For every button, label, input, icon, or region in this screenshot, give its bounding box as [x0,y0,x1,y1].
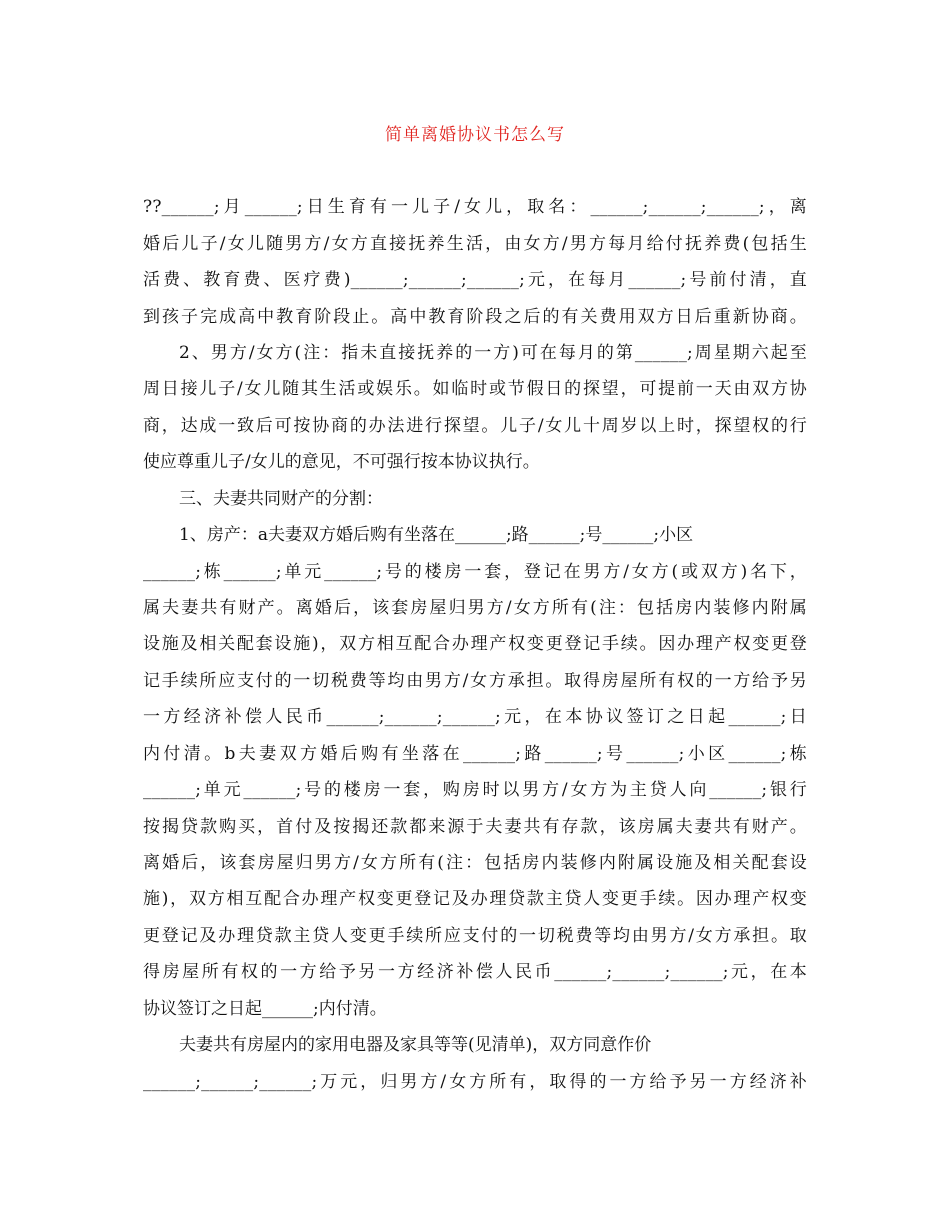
paragraph-line: 记手续所应支付的一切税费等均由男方/女方承担。取得房屋所有权的一方给予另 [143,671,807,691]
paragraph-line: 婚后儿子/女儿随男方/女方直接抚养生活，由女方/男方每月给付抚养费(包括生 [143,234,807,254]
section-heading: 三、夫妻共同财产的分割： [179,489,383,509]
paragraph-line: 内付清。b夫妻双方婚后购有坐落在______;路______;号______;小区______;栋 [143,744,807,764]
paragraph-line: 协议签订之日起______;内付清。 [143,999,387,1019]
paragraph-line: 属夫妻共有财产。离婚后，该套房屋归男方/女方所有(注：包括房内装修内附属 [143,598,807,618]
paragraph-line: 到孩子完成高中教育阶段止。高中教育阶段之后的有关费用双方日后重新协商。 [143,307,807,327]
paragraph-line: 离婚后，该套房屋归男方/女方所有(注：包括房内装修内附属设施及相关配套设 [143,853,807,873]
paragraph-line: 2、男方/女方(注：指未直接抚养的一方)可在每月的第______;周星期六起至 [179,343,807,363]
paragraph-line: ______;______;______;万元，归男方/女方所有，取得的一方给予另一方经济补 [143,1072,807,1092]
paragraph-line: 得房屋所有权的一方给予另一方经济补偿人民币______;______;______;元，在本 [143,962,807,982]
paragraph-line: ______;栋______;单元______;号的楼房一套，登记在男方/女方(或双方)名下， [143,562,807,582]
paragraph-line: 更登记及办理贷款主贷人变更手续所应支付的一切税费等均由男方/女方承担。取 [143,926,807,946]
paragraph-line: 夫妻共有房屋内的家用电器及家具等等(见清单)，双方同意作价 [179,1035,652,1055]
paragraph-line: 按揭贷款购买，首付及按揭还款都来源于夫妻共有存款，该房属夫妻共有财产。 [143,817,807,837]
paragraph-line: 一方经济补偿人民币______;______;______;元，在本协议签订之日起______;日 [143,707,807,727]
paragraph-line: ??______;月______;日生育有一儿子/女儿，取名：______;______;______;，离 [143,197,807,217]
paragraph-line: 商，达成一致后可按协商的办法进行探望。儿子/女儿十周岁以上时，探望权的行 [143,416,807,436]
paragraph-line: 周日接儿子/女儿随其生活或娱乐。如临时或节假日的探望，可提前一天由双方协 [143,379,807,399]
paragraph-line: 施)，双方相互配合办理产权变更登记及办理贷款主贷人变更手续。因办理产权变 [143,889,807,909]
paragraph-line: 设施及相关配套设施)，双方相互配合办理产权变更登记手续。因办理产权变更登 [143,634,807,654]
paragraph-line: 使应尊重儿子/女儿的意见，不可强行按本协议执行。 [143,452,540,472]
paragraph-line: ______;单元______;号的楼房一套，购房时以男方/女方为主贷人向______;银行 [143,780,807,800]
paragraph-line: 活费、教育费、医疗费)______;______;______;元，在每月______;号前付清，直 [143,270,807,290]
paragraph-line: 1、房产：a夫妻双方婚后购有坐落在______;路______;号______;小区 [179,525,694,545]
document-title: 简单离婚协议书怎么写 [385,125,565,145]
